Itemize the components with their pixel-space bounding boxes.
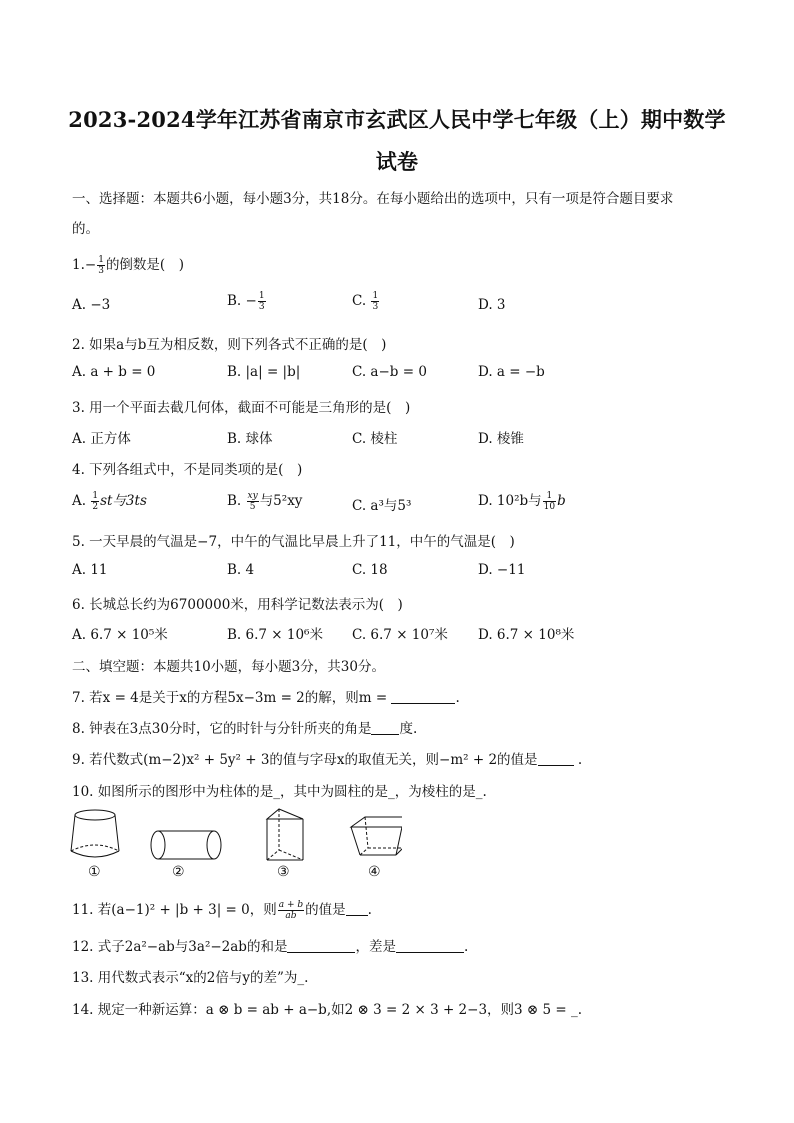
answer-blank [346,901,368,916]
question-13: 13. 用代数式表示“x的2倍与y的差”为_. [72,970,309,986]
option-a: A. a + b = 0 [72,364,156,380]
question-2: 2. 如果a与b互为相反数，则下列各式不正确的是( ) [72,337,387,353]
figure-label-3: ③ [277,864,290,880]
denominator: 3 [98,266,104,276]
option-b [227,291,267,312]
question-1 [72,253,184,276]
question-3: 3. 用一个平面去截几何体，截面不可能是三角形的是( ) [72,400,411,416]
question-text: 7. 若x = 4是关于x的方程5x−3m = 2的解，则m = [72,690,392,706]
minus-sign: − [84,257,97,273]
question-text: 9. 若代数式(m−2)x² + 5y² + 3的值与字母x的取值无关，则−m² + 2的值是 [72,752,538,768]
option-c [352,291,380,312]
fraction [258,291,266,312]
option-d: D. a = −b [478,364,545,380]
fraction [371,291,379,312]
option-text-tail: b [557,493,566,509]
option-c: C. 18 [352,562,388,578]
question-9: 9. 若代数式(m−2)x² + 5y² + 3的值与字母x的取值无关，则−m² + 2的值是 . [72,752,583,768]
option-b: B. 球体 [227,431,273,447]
option-d [478,489,566,512]
option-a: A. −3 [72,297,111,313]
option-b: B. 4 [227,562,255,578]
option-d: D. 3 [478,297,506,313]
denominator: 3 [258,302,265,312]
section-1-heading: 一、选择题：本题共6小题，每小题3分，共18分。在每小题给出的选项中，只有一项是符合题目要求 [72,191,674,207]
question-text: 11. 若(a−1)² + |b + 3| = 0，则 [72,902,277,918]
solid-figures [62,805,402,885]
option-c: C. a³与5³ [352,498,412,514]
question-10: 10. 如图所示的图形中为柱体的是_，其中为圆柱的是_，为棱柱的是_. [72,784,487,800]
option-c: C. 6.7 × 10⁷米 [352,627,448,643]
option-label: B. [227,493,246,509]
question-text: 的倒数是( ) [105,257,184,273]
question-8 [72,717,417,737]
question-text-mid: ，差是 [355,939,396,955]
option-a: A. 11 [72,562,108,578]
denominator: ab [285,911,297,921]
fraction [91,491,99,512]
numerator: 1 [98,255,104,265]
numerator: 1 [543,491,556,502]
option-a: A. 正方体 [72,431,131,447]
option-a [72,489,147,512]
question-tail: 度. [399,721,418,737]
option-c: C. 棱柱 [352,431,398,447]
question-4: 4. 下列各组式中，不是同类项的是( ) [72,462,303,478]
question-text: 12. 式子2a²−ab与3a²−2ab的和是 [72,939,288,955]
figure-label-1: ① [88,864,101,880]
option-b: B. 6.7 × 10⁶米 [227,627,323,643]
question-5: 5. 一天早晨的气温是−7，中午的气温比早晨上升了11，中午的气温是( ) [72,534,515,550]
option-label: B. − [227,293,257,309]
option-c: C. a−b = 0 [352,364,427,380]
option-b: B. |a| = |b| [227,364,301,380]
option-label: C. [352,293,371,309]
numerator: a + b [278,900,304,910]
page-title: 2023-2024学年江苏省南京市玄武区人民中学七年级（上）期中数学 [68,107,726,132]
cylinder-figure [151,831,221,859]
page-title-continued: 试卷 [375,149,419,174]
option-text: st与3ts [100,493,147,509]
option-text: 与5²xy [259,493,303,509]
answer-blank [391,689,455,704]
question-12: 12. 式子2a²−ab与3a²−2ab的和是 ，差是 . [72,939,469,955]
option-label: A. [72,493,91,509]
question-text: 8. 钟表在3点30分时，它的时针与分针所夹的角是 [72,721,372,737]
numerator: 1 [372,291,379,301]
figure-label-2: ② [172,864,185,880]
denominator: 3 [372,302,379,312]
answer-blank-difference [396,938,464,953]
option-b [227,489,302,512]
answer-blank [538,751,574,766]
numerator: 1 [258,291,265,301]
frustum-figure [71,810,119,857]
triangular-prism-figure [267,809,303,860]
option-d: D. 棱锥 [478,431,524,447]
section-2-heading: 二、填空题：本题共10小题，每小题3分，共30分。 [72,659,385,675]
question-number: 1. [72,257,85,273]
question-11: 11. 若(a−1)² + |b + 3| = 0，则 $\frac{a + b}{ab}$ 的值是 . [72,900,372,921]
question-text-tail: 的值是 [305,902,346,918]
square-frustum-figure [351,817,402,855]
option-text: D. 10²b与 [478,493,542,509]
numerator: 1 [92,491,99,501]
question-7: 7. 若x = 4是关于x的方程5x−3m = 2的解，则m = . [72,690,460,706]
option-d: D. 6.7 × 10⁸米 [478,627,575,643]
question-6: 6. 长城总长约为6700000米，用科学记数法表示为( ) [72,597,403,613]
question-14: 14. 规定一种新运算：a ⊗ b = ab + a−b,如2 ⊗ 3 = 2 × 3 + 2−3，则3 ⊗ 5 = _. [72,1002,583,1018]
answer-blank-sum [287,938,355,953]
option-d: D. −11 [478,562,526,578]
section-1-heading-continued: 的。 [72,221,99,237]
fraction [278,900,304,921]
denominator: 10 [543,502,556,512]
figure-label-4: ④ [368,864,381,880]
denominator: 5 [249,502,256,512]
denominator: 2 [92,502,99,512]
fraction [543,491,556,512]
fraction [97,255,105,276]
numerator: xy [247,491,258,501]
answer-blank [371,720,399,735]
option-a: A. 6.7 × 10⁵米 [72,627,168,643]
fraction [247,491,259,512]
